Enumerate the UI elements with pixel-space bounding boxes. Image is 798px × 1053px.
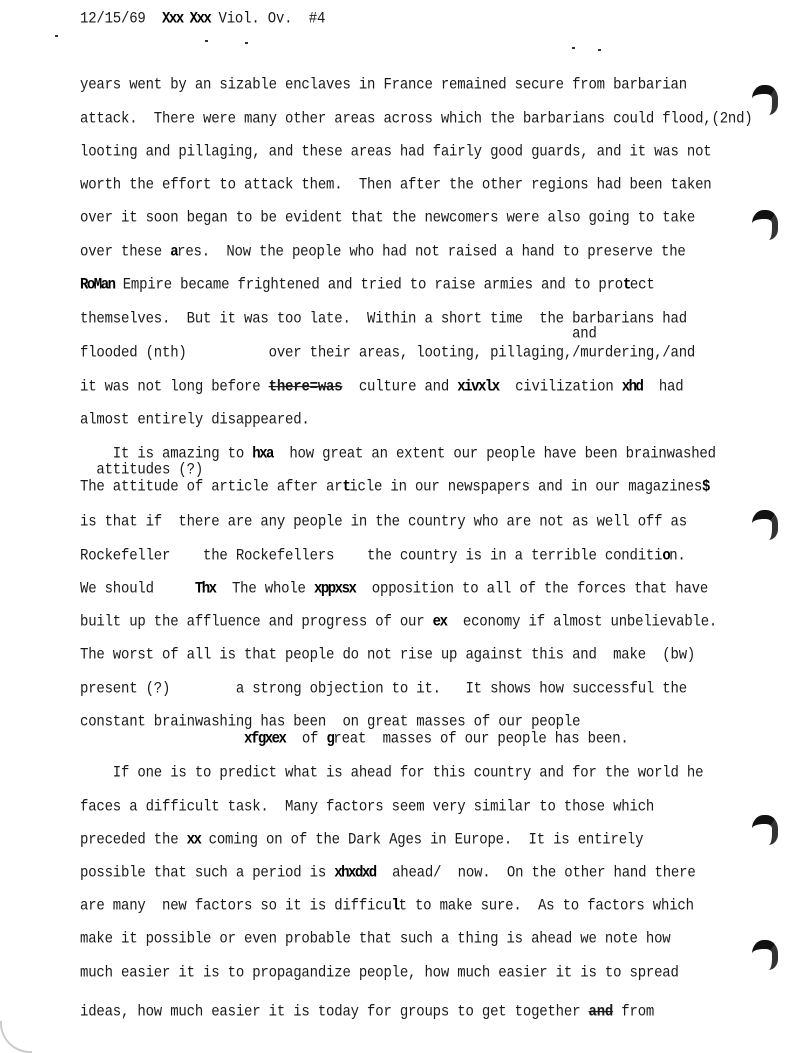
text-line: [80, 764, 703, 782]
text-segment: n.: [669, 547, 686, 566]
overtyped-text: xx: [186, 831, 201, 850]
text-segment: ahead/ now. On the other hand there: [375, 864, 696, 883]
text-segment: had: [642, 378, 684, 397]
overtyped-text: and: [588, 1003, 614, 1022]
text-segment: flooded (nth) over their areas, looting, pillaging,/murdering,/and: [80, 344, 696, 363]
text-line: [80, 325, 597, 343]
overtyped-text: hxa: [252, 445, 273, 464]
text-segment: much easier it is to propagandize people, how much easier it is to spread: [80, 964, 679, 983]
overtyped-text: xhd: [621, 378, 643, 397]
text-line: [80, 411, 310, 429]
text-segment: worth the effort to attack them. Then after the other regions had been taken: [80, 176, 712, 195]
text-line: [80, 613, 717, 631]
text-segment: and: [80, 325, 597, 344]
text-segment: faces a difficult task. Many factors seem very similar to those which: [80, 798, 655, 817]
speck: [205, 40, 208, 42]
text-segment: make it possible or even probable that such a thing is ahead we note how: [80, 930, 671, 949]
overtyped-text: xhxdxd: [334, 864, 376, 883]
text-segment: preceded the: [80, 831, 187, 850]
text-segment: Rockefeller the Rockefellers the country is in a terrible conditi: [80, 547, 663, 566]
text-segment: reat masses of our people has been.: [333, 730, 629, 749]
text-segment: opposition to all of the forces that have: [355, 580, 709, 599]
text-segment: built up the affluence and progress of our: [80, 613, 433, 632]
text-segment: attitudes (?): [80, 461, 204, 480]
text-line: [80, 209, 695, 227]
page-corner: [0, 1021, 32, 1053]
text-line: [80, 513, 687, 531]
overtyped-text: $: [702, 478, 709, 497]
text-line: [80, 680, 687, 698]
text-line: [80, 798, 654, 816]
text-line: [80, 276, 655, 294]
text-line: [80, 580, 708, 598]
text-line: [80, 176, 712, 194]
text-segment: over these: [80, 243, 171, 262]
text-line: [80, 461, 203, 479]
text-line: [80, 730, 629, 748]
overtyped-text: t: [342, 478, 350, 497]
text-line: [80, 378, 683, 396]
text-line: [80, 897, 694, 915]
text-line: [80, 478, 709, 496]
hole-punch-mark: [752, 85, 778, 115]
text-line: [80, 344, 695, 362]
hole-punch-mark: [752, 210, 778, 240]
text-segment: Viol. Ov. #4: [210, 10, 326, 29]
speck: [572, 47, 575, 49]
text-line: [80, 547, 686, 565]
text-segment: over it soon began to be evident that the newcomers were also going to take: [80, 209, 696, 228]
text-segment: ect: [629, 276, 655, 295]
text-segment: present (?) a strong objection to it. It shows how successful the: [80, 680, 687, 699]
overtyped-text: a: [170, 243, 178, 262]
text-line: [80, 713, 580, 731]
text-line: [80, 143, 712, 161]
overtyped-text: xppxsx: [313, 580, 356, 599]
text-segment: Empire became frightened and tried to raise armies and to pro: [114, 276, 624, 295]
text-segment: The worst of all is that people do not rise up against this and make (bw): [80, 646, 696, 665]
text-segment: We should: [80, 580, 195, 599]
text-line: [80, 110, 753, 128]
hole-punch-mark: [752, 940, 778, 970]
text-segment: it was not long before: [80, 378, 269, 397]
speck: [55, 35, 58, 37]
text-segment: 12/15/69: [80, 10, 163, 29]
overtyped-text: t: [623, 276, 630, 295]
text-segment: The whole: [215, 580, 314, 599]
overtyped-text: xivxlx: [457, 378, 499, 397]
text-segment: culture and: [342, 378, 458, 397]
text-line: [80, 243, 686, 261]
text-segment: possible that such a period is: [80, 864, 335, 883]
text-line: [80, 964, 679, 982]
text-segment: ideas, how much easier it is today for groups to get together: [80, 1003, 589, 1022]
overtyped-text: RoMan: [80, 276, 115, 295]
text-segment: t to make sure. As to factors which: [398, 897, 694, 916]
text-line: [80, 646, 695, 664]
text-segment: from: [613, 1003, 655, 1022]
text-segment: almost entirely disappeared.: [80, 411, 310, 430]
text-segment: civilization: [498, 378, 622, 397]
hole-punch-mark: [752, 510, 778, 540]
text-line: [80, 76, 687, 94]
text-segment: how great an extent our people have been brainwashed: [272, 445, 716, 464]
speck: [598, 49, 601, 51]
text-segment: themselves. But it was too late. Within a short time the barbarians had: [80, 310, 687, 329]
text-line: [80, 864, 696, 882]
overtyped-text: ex: [432, 613, 447, 632]
text-segment: If one is to predict what is ahead for this country and for the world he: [80, 764, 704, 783]
text-segment: The attitude of article after ar: [80, 478, 343, 497]
text-segment: years went by an sizable enclaves in France remained secure from barbarian: [80, 76, 687, 95]
text-segment: attack. There were many other areas across which the barbarians could flood,(2nd): [80, 110, 753, 129]
overtyped-text: xfgxex: [244, 730, 286, 749]
text-segment: res. Now the people who had not raised a hand to preserve the: [177, 243, 686, 262]
text-segment: looting and pillaging, and these areas had fairly good guards, and it was not: [80, 143, 712, 162]
hole-punch-mark: [752, 815, 778, 845]
text-segment: economy if almost unbelievable.: [446, 613, 718, 632]
overtyped-text: o: [662, 547, 670, 566]
text-segment: [80, 730, 244, 748]
text-line: [80, 1003, 654, 1021]
text-segment: are many new factors so it is difficu: [80, 897, 392, 916]
overtyped-text: Thx: [194, 580, 216, 599]
text-segment: It is amazing to: [80, 445, 253, 464]
text-segment: of: [285, 730, 327, 749]
speck: [245, 42, 248, 44]
overtyped-text: l: [391, 897, 399, 916]
text-segment: is that if there are any people in the country who are not as well off as: [80, 513, 687, 532]
overtyped-text: there=was: [268, 378, 343, 397]
text-segment: coming on of the Dark Ages in Europe. It is entirely: [200, 831, 644, 850]
overtyped-text: g: [326, 730, 334, 749]
text-segment: constant brainwashing has been on great masses of our people: [80, 713, 581, 732]
text-segment: icle in our newspapers and in our magazines: [349, 478, 703, 497]
text-line: [80, 930, 671, 948]
text-line: [80, 831, 643, 849]
overtyped-text: Xxx Xxx: [162, 10, 211, 29]
page-header: [80, 10, 325, 28]
